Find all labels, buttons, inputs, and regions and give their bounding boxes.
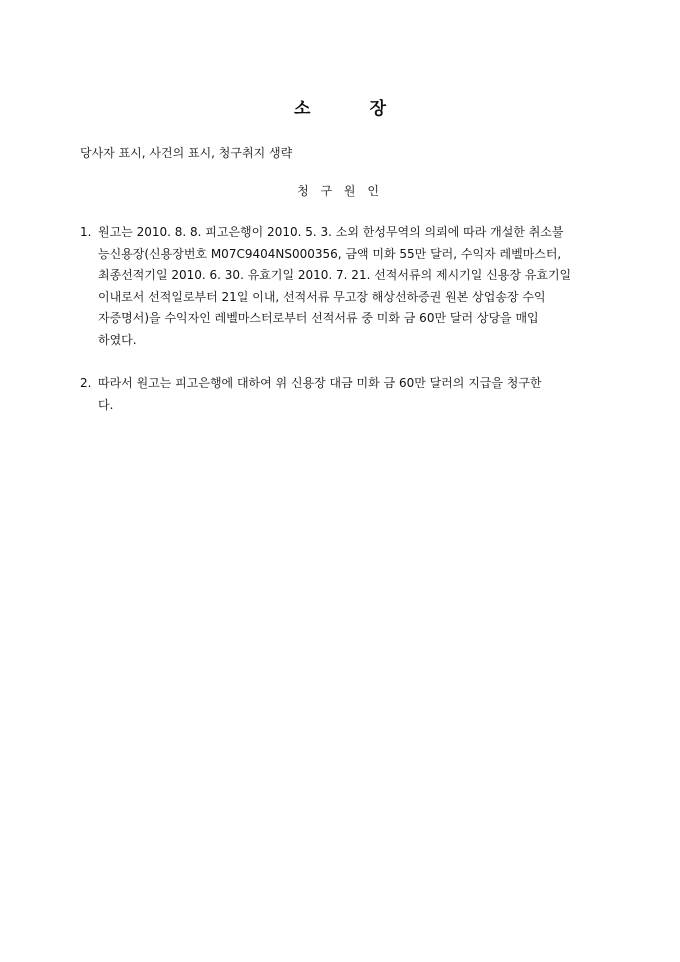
- claim-text: [98, 373, 606, 416]
- claim-line: 능신용장(신용장번호 M07C9404NS000356, 금액 미화 55만 달러, 수익자 레벨마스터,: [98, 246, 562, 261]
- claim-line: 이내로서 선적일로부터 21일 이내, 선적서류 무고장 해상선하증권 원본 상업송장 수익: [98, 289, 546, 304]
- document-title: 소 장: [293, 99, 387, 119]
- section-heading: 청 구 원 인: [297, 184, 383, 198]
- claim-line: 자증명서)을 수익자인 레벨마스터로부터 선적서류 중 미화 금 60만 달러 상당을 매입: [98, 311, 539, 325]
- claims-list: [80, 222, 606, 438]
- omission-note: 당사자 표시, 사건의 표시, 청구취지 생략: [80, 146, 293, 160]
- claim-text: [98, 222, 606, 351]
- claim-line: 원고는 2010. 8. 8. 피고은행이 2010. 5. 3. 소외 한성무역의 의뢰에 따라 개설한 취소불: [98, 225, 564, 239]
- claim-line: 다.: [98, 397, 114, 412]
- claim-item-2: [80, 373, 606, 416]
- claim-line: 하였다.: [98, 332, 137, 347]
- claim-item-1: [80, 222, 606, 351]
- claim-line: 최종선적기일 2010. 6. 30. 유효기일 2010. 7. 21. 선적서류의 제시기일 신용장 유효기일: [98, 268, 572, 282]
- claim-line: 따라서 원고는 피고은행에 대하여 위 신용장 대금 미화 금 60만 달러의 지급을 청구한: [98, 376, 542, 390]
- claim-number: 1.: [80, 225, 92, 239]
- claim-number: 2.: [80, 376, 92, 390]
